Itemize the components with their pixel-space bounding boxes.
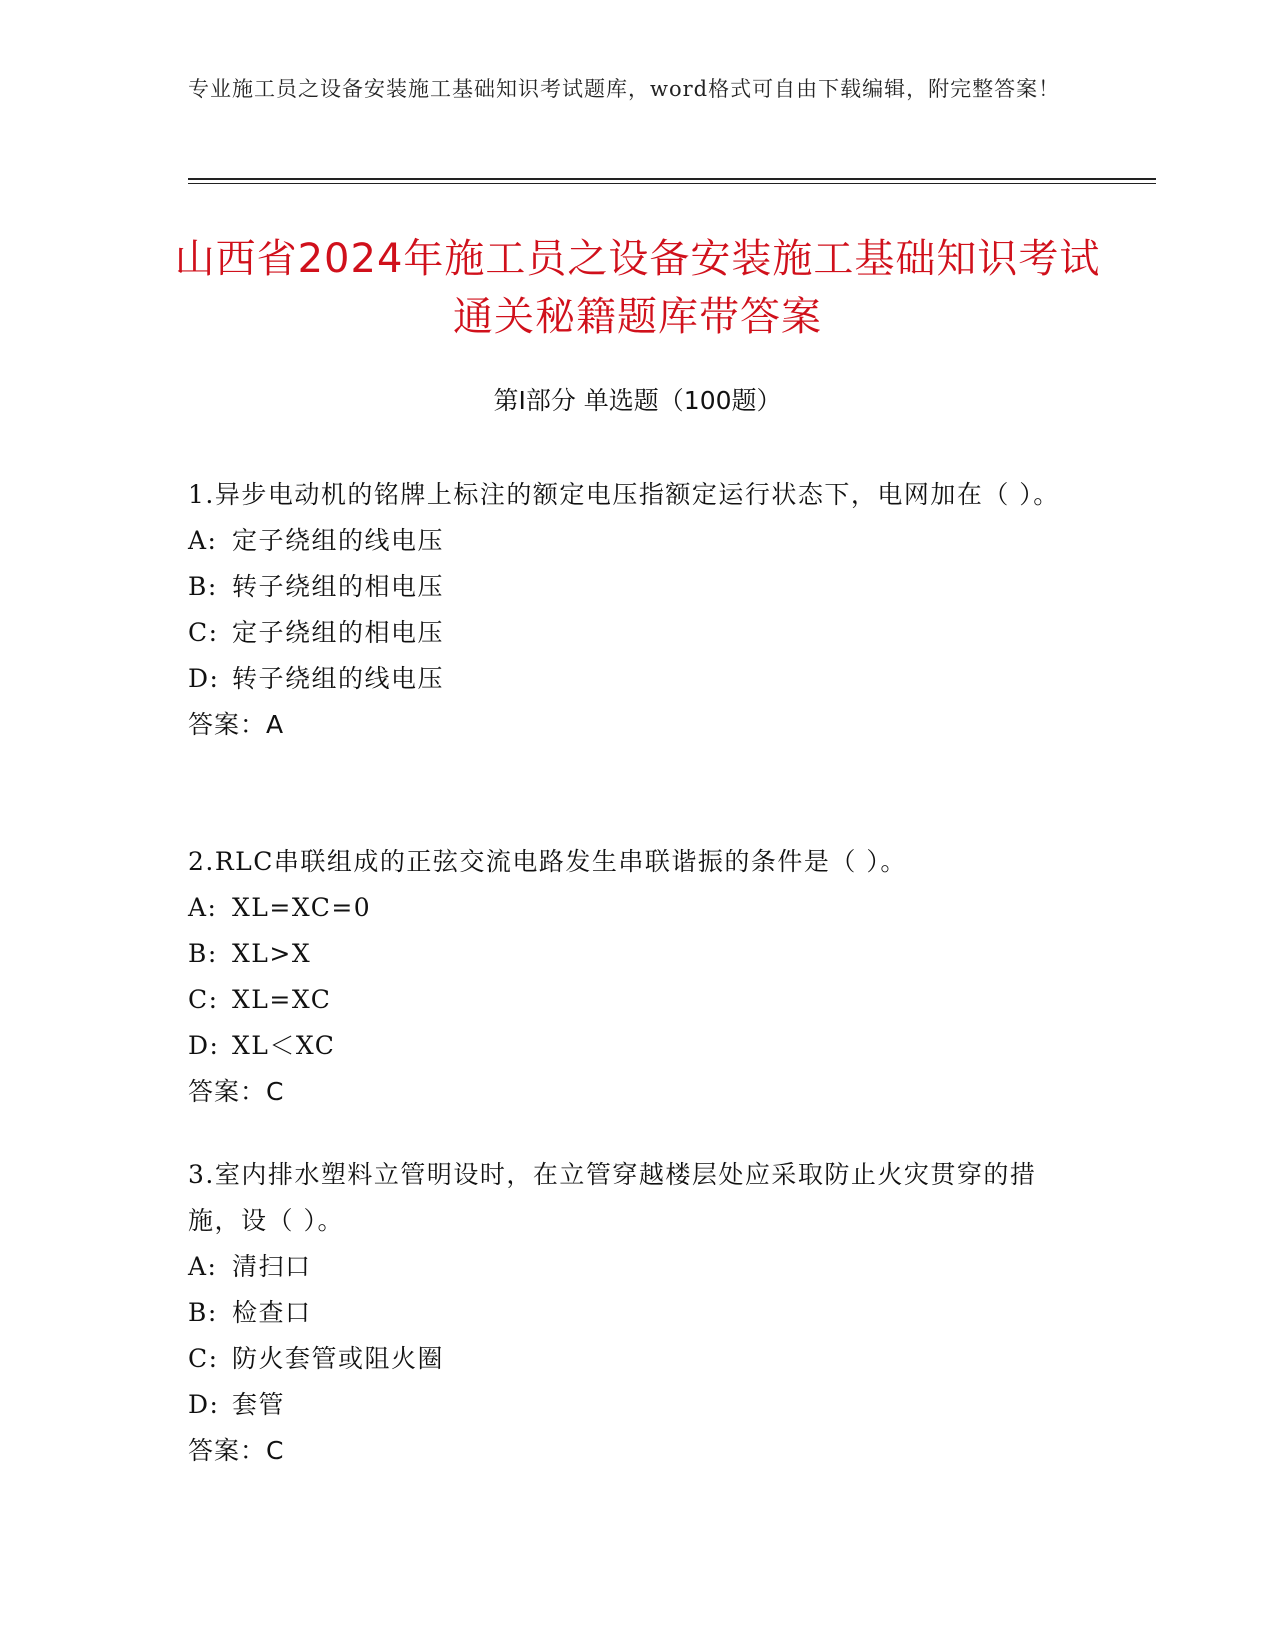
- option-d: [188, 656, 1068, 702]
- option-d: [188, 1023, 1068, 1069]
- option-key: B:: [188, 939, 218, 968]
- option-text: XL＜XC: [232, 1031, 336, 1060]
- option-d: [188, 1382, 1068, 1428]
- option-text: 套管: [232, 1390, 286, 1419]
- section-title: 第Ⅰ部分 单选题（100题）: [493, 386, 782, 415]
- answer-line: 答案：A: [188, 710, 285, 739]
- option-key: B:: [188, 572, 218, 601]
- option-key: D:: [188, 1390, 220, 1419]
- option-a: [188, 518, 1068, 564]
- option-key: C:: [188, 985, 219, 1014]
- option-b: [188, 564, 1068, 610]
- option-text: 清扫口: [232, 1252, 312, 1281]
- question-stem: 2.RLC串联组成的正弦交流电路发生串联谐振的条件是（ ）。: [188, 847, 907, 876]
- option-a: [188, 1244, 1068, 1290]
- option-key: C:: [188, 618, 219, 647]
- question-stem: 1.异步电动机的铭牌上标注的额定电压指额定运行状态下，电网加在（ ）。: [188, 480, 1060, 509]
- option-b: [188, 931, 1068, 977]
- option-text: 转子绕组的线电压: [232, 664, 445, 693]
- option-c: [188, 977, 1068, 1023]
- question-block: [188, 1152, 1068, 1474]
- option-key: A:: [188, 1252, 218, 1281]
- option-c: [188, 610, 1068, 656]
- option-a: [188, 885, 1068, 931]
- option-key: D:: [188, 664, 220, 693]
- option-key: B:: [188, 1298, 218, 1327]
- option-key: D:: [188, 1031, 220, 1060]
- header-note: 专业施工员之设备安装施工基础知识考试题库，word格式可自由下载编辑，附完整答案！: [188, 77, 1061, 101]
- document-title: 山西省2024年施工员之设备安装施工基础知识考试通关秘籍题库带答案: [174, 236, 1101, 340]
- option-key: A:: [188, 526, 218, 555]
- option-c: [188, 1336, 1068, 1382]
- option-text: XL=XC: [232, 985, 332, 1014]
- answer-line: 答案：C: [188, 1077, 285, 1106]
- option-text: 定子绕组的相电压: [232, 618, 445, 647]
- option-text: 检查口: [232, 1298, 312, 1327]
- option-text: 定子绕组的线电压: [232, 526, 445, 555]
- question-stem: 3.室内排水塑料立管明设时，在立管穿越楼层处应采取防止火灾贯穿的措施，设（ ）。: [188, 1160, 1037, 1235]
- option-text: 转子绕组的相电压: [232, 572, 445, 601]
- answer-line: 答案：C: [188, 1436, 285, 1465]
- header-divider-thick: [188, 178, 1156, 180]
- option-text: XL=XC=0: [232, 893, 372, 922]
- question-block: [188, 839, 1068, 1115]
- option-text: XL>X: [232, 939, 312, 968]
- header-divider-thin: [188, 183, 1156, 184]
- option-text: 防火套管或阻火圈: [232, 1344, 445, 1373]
- option-key: A:: [188, 893, 218, 922]
- question-block: [188, 472, 1068, 748]
- option-key: C:: [188, 1344, 219, 1373]
- option-b: [188, 1290, 1068, 1336]
